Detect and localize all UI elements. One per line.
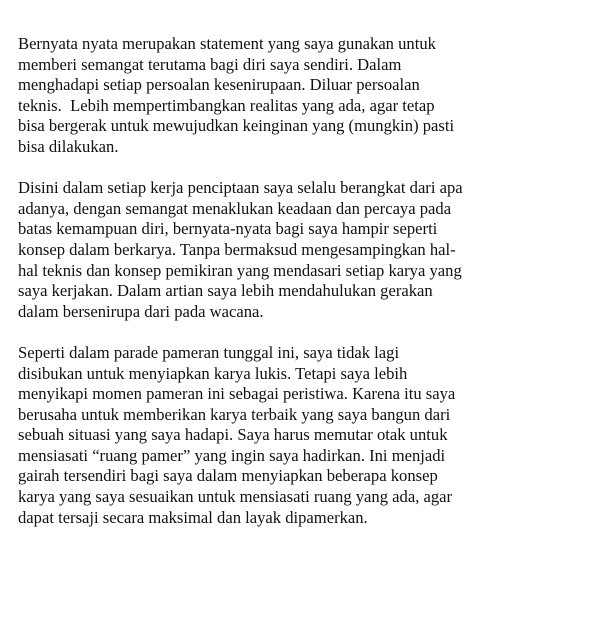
text-line: disibukan untuk menyiapkan karya lukis. Tetapi saya lebih bbox=[18, 363, 408, 383]
text-line: bisa bergerak untuk mewujudkan keinginan yang (mungkin) pasti bbox=[18, 116, 455, 136]
text-line: adanya, dengan semangat menaklukan keadaan dan percaya pada bbox=[18, 198, 452, 218]
text-line: bisa dilakukan. bbox=[18, 136, 119, 156]
paragraph-1 bbox=[18, 34, 588, 158]
text-line: dapat tersaji secara maksimal dan layak dipamerkan. bbox=[18, 507, 368, 527]
text-line: memberi semangat terutama bagi diri saya sendiri. Dalam bbox=[18, 54, 402, 74]
text-line: hal teknis dan konsep pemikiran yang mendasari setiap karya yang bbox=[18, 260, 462, 280]
text-line: Disini dalam setiap kerja penciptaan saya selalu berangkat dari apa bbox=[18, 178, 463, 198]
text-line: Seperti dalam parade pameran tunggal ini, saya tidak lagi bbox=[18, 342, 400, 362]
text-line: berusaha untuk memberikan karya terbaik yang saya bangun dari bbox=[18, 404, 451, 424]
text-line: konsep dalam berkarya. Tanpa bermaksud mengesampingkan hal- bbox=[18, 239, 456, 259]
paragraph-3 bbox=[18, 343, 588, 528]
text-line: mensiasati “ruang pamer” yang ingin saya hadirkan. Ini menjadi bbox=[18, 445, 446, 465]
text-line: batas kemampuan diri, bernyata-nyata bagi saya hampir seperti bbox=[18, 219, 438, 239]
text-line: karya yang saya sesuaikan untuk mensiasati ruang yang ada, agar bbox=[18, 487, 453, 507]
paragraph-2 bbox=[18, 178, 588, 322]
text-line: saya kerjakan. Dalam artian saya lebih mendahulukan gerakan bbox=[18, 281, 433, 301]
text-line: Bernyata nyata merupakan statement yang saya gunakan untuk bbox=[18, 34, 436, 53]
text-line: menghadapi setiap persoalan kesenirupaan. Diluar persoalan bbox=[18, 75, 420, 95]
document-body bbox=[18, 34, 588, 549]
text-line: teknis. Lebih mempertimbangkan realitas yang ada, agar tetap bbox=[18, 95, 435, 115]
text-line: dalam bersenirupa dari pada wacana. bbox=[18, 301, 264, 321]
text-line: gairah tersendiri bagi saya dalam menyiapkan beberapa konsep bbox=[18, 466, 438, 486]
text-line: sebuah situasi yang saya hadapi. Saya harus memutar otak untuk bbox=[18, 425, 448, 445]
text-line: menyikapi momen pameran ini sebagai peristiwa. Karena itu saya bbox=[18, 384, 456, 404]
